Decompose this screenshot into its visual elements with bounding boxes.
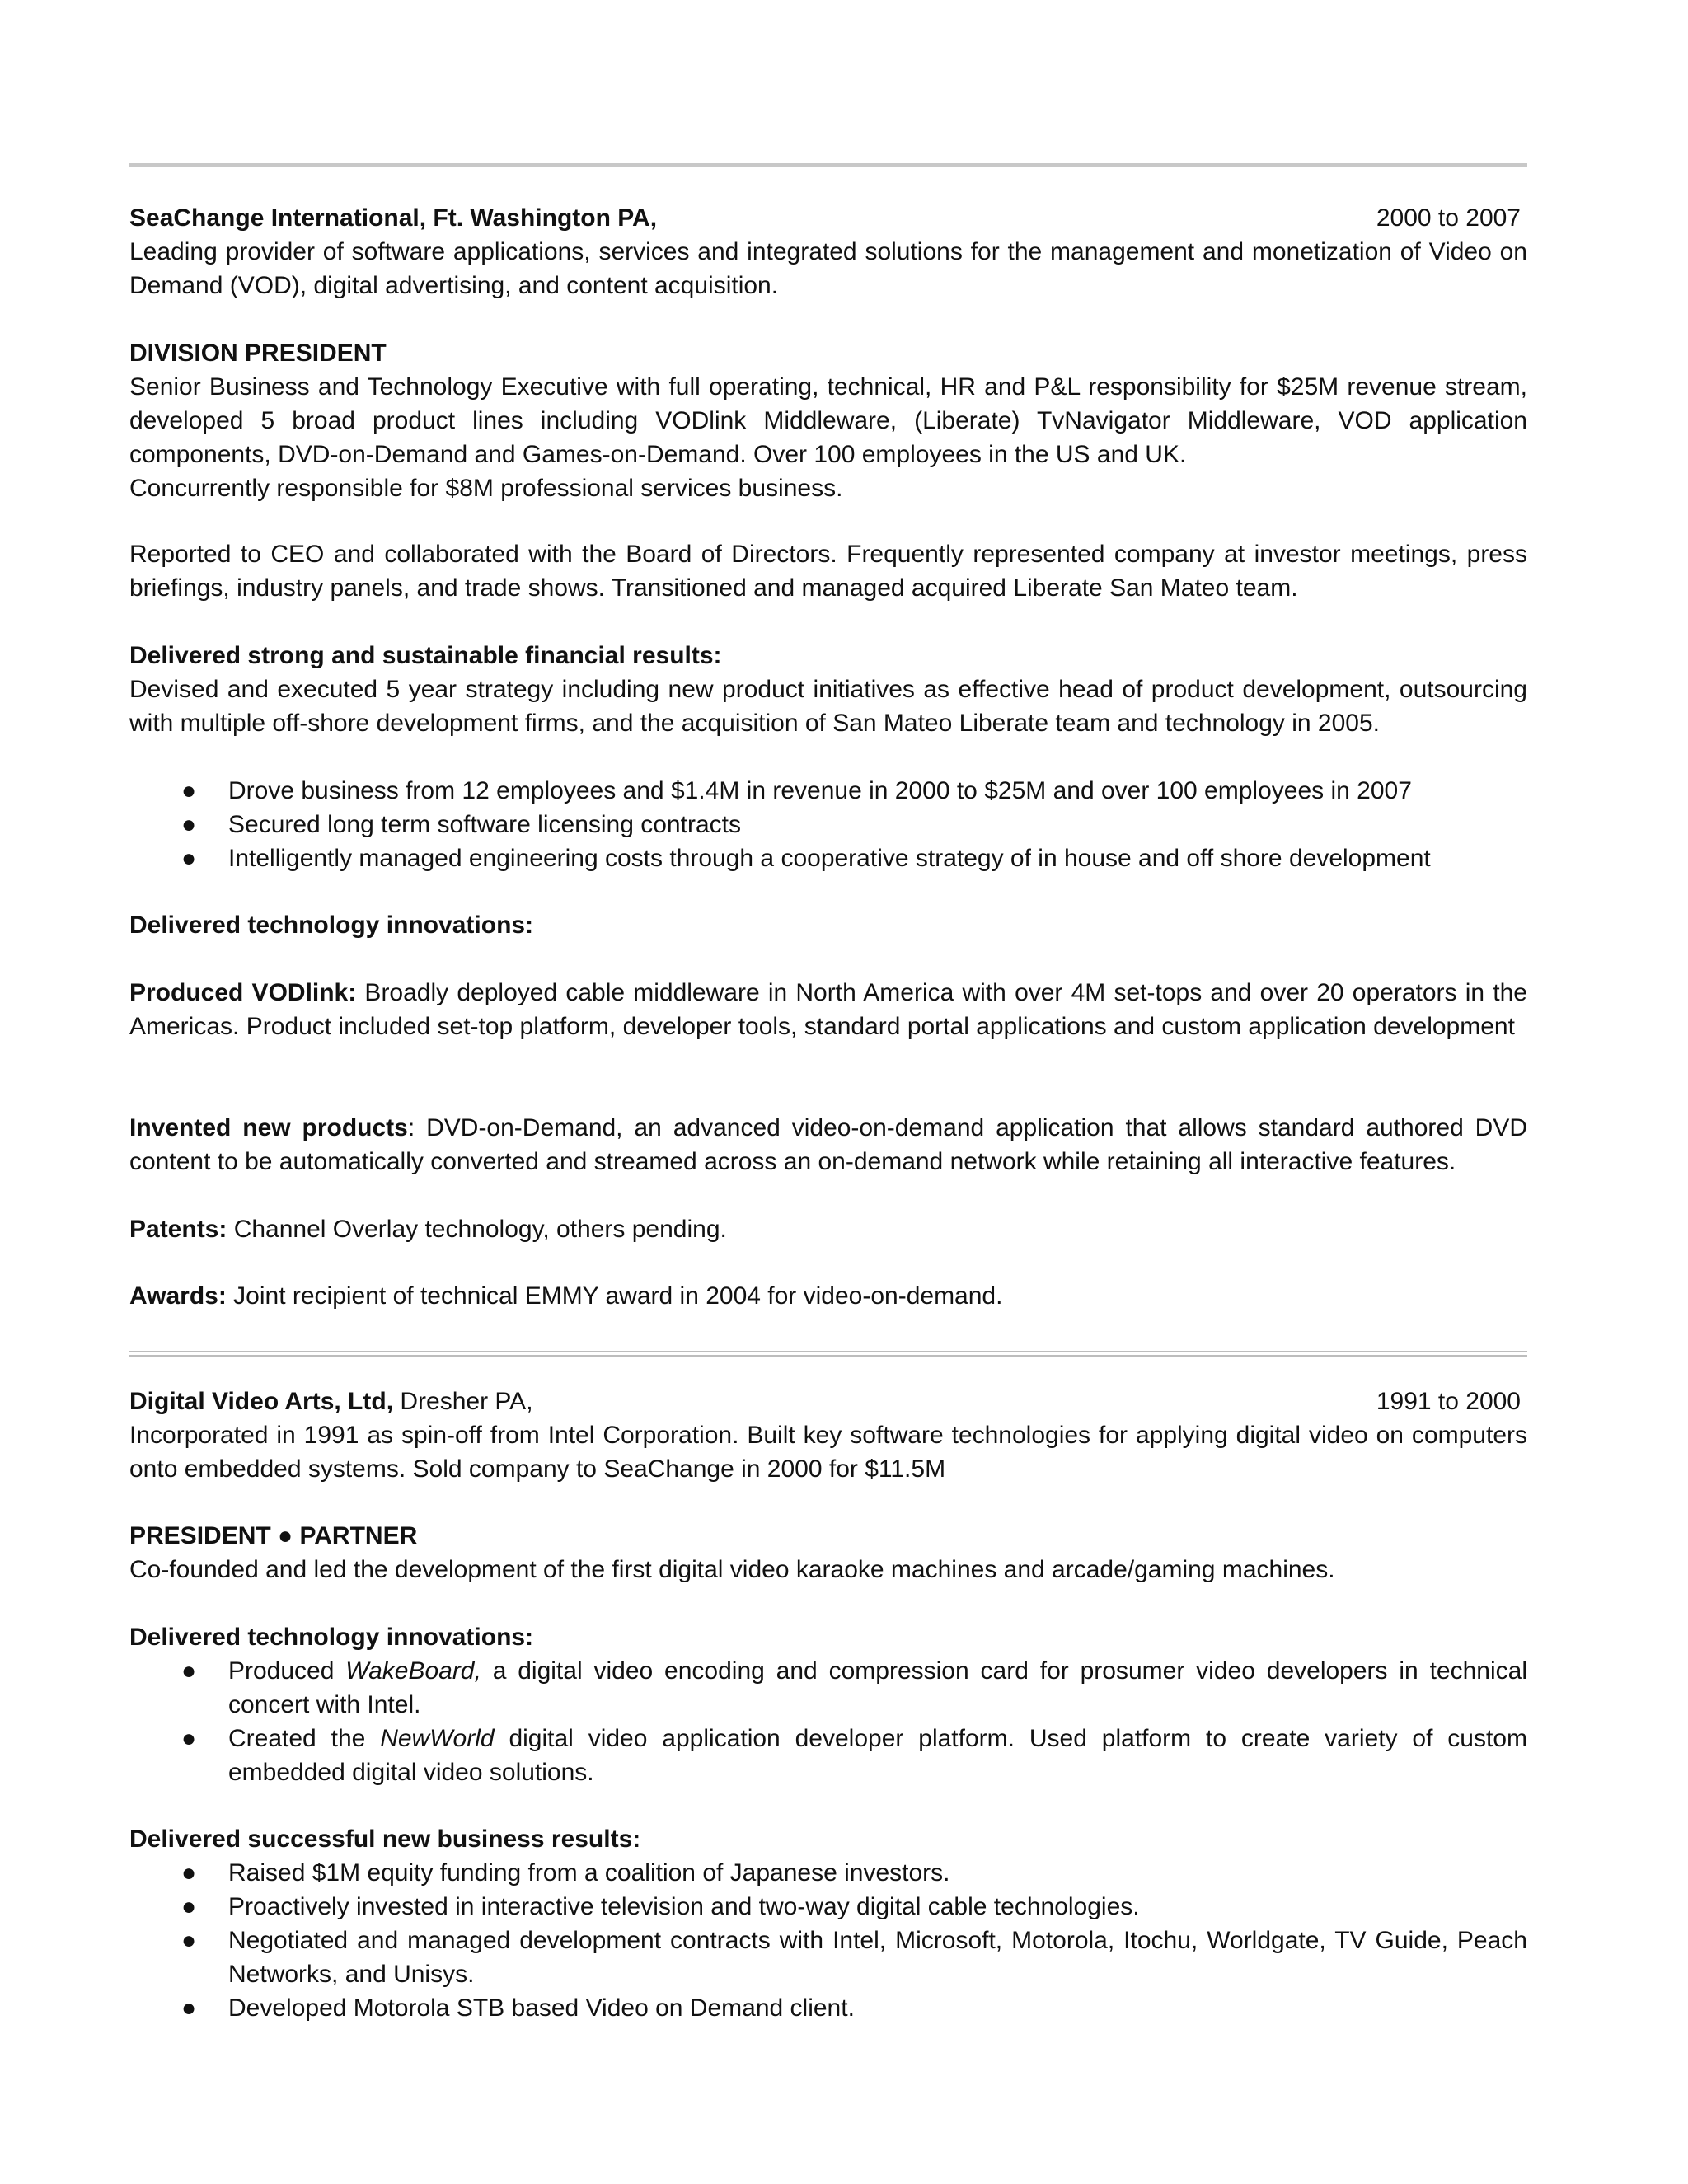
job1-dates: 2000 to 2007	[1376, 204, 1521, 232]
job2-title: PRESIDENT ● PARTNER	[129, 1522, 418, 1549]
bullet-icon: ●	[181, 777, 197, 804]
job1-financial-text: Devised and executed 5 year strategy including new product initiatives as effective head of product development, outsourcing with multiple off-shore development firms, and the acquisition of San Mateo Liberate team and technology in 2005.	[129, 676, 1527, 737]
list-item: ● Created the NewWorld digital video application developer platform. Used platform to create variety of custom embedded digital video solutions.	[129, 1722, 1527, 1789]
list-item: ● Negotiated and managed development contracts with Intel, Microsoft, Motorola, Itochu, Worldgate, TV Guide, Peach Networks, and Unisys.	[129, 1924, 1527, 1991]
job1-financial-heading: Delivered strong and sustainable financial results:	[129, 642, 722, 669]
job1-company: SeaChange International, Ft. Washington PA,	[129, 204, 658, 232]
job1-title: DIVISION PRESIDENT	[129, 340, 387, 367]
bullet-icon: ●	[181, 1927, 197, 1954]
bullet-icon: ●	[181, 845, 197, 872]
job2-summary: Co-founded and led the development of the first digital video karaoke machines and arcade/gaming machines.	[129, 1556, 1335, 1583]
job2-dates: 1991 to 2000	[1376, 1388, 1521, 1415]
list-item: ● Proactively invested in interactive television and two-way digital cable technologies.	[129, 1890, 1527, 1924]
job1-vodlink: Produced VODlink: Broadly deployed cable middleware in North America with over 4M set-tops and over 20 operators in the Americas. Product included set-top platform, developer tools, standard portal applications and custom application development	[129, 979, 1527, 1040]
bullet-icon: ●	[181, 1859, 197, 1886]
bullet-icon: ●	[181, 1994, 197, 2022]
job1-tech-heading: Delivered technology innovations:	[129, 912, 534, 939]
job1-summary2: Concurrently responsible for $8M professional services business.	[129, 475, 843, 502]
job2-description: Incorporated in 1991 as spin-off from Intel Corporation. Built key software technologies for applying digital video on computers onto embedded systems. Sold company to SeaChange in 2000 for $11.5M	[129, 1422, 1527, 1483]
job2-business-list	[129, 1856, 1527, 2025]
job2-tech-list	[129, 1654, 1527, 1789]
job1-awards: Awards: Joint recipient of technical EMMY award in 2004 for video-on-demand.	[129, 1282, 1003, 1310]
list-item: ● Developed Motorola STB based Video on Demand client.	[129, 1991, 1527, 2025]
list-item: ● Intelligently managed engineering costs through a cooperative strategy of in house and off shore development	[129, 841, 1527, 875]
job2-company-line	[129, 1385, 533, 1418]
job1-reporting: Reported to CEO and collaborated with the Board of Directors. Frequently represented company at investor meetings, press briefings, industry panels, and trade shows. Transitioned and managed acquired Liberate San Mateo team.	[129, 541, 1527, 602]
bullet-icon: ●	[181, 1893, 197, 1920]
list-item: ● Secured long term software licensing contracts	[129, 808, 1527, 841]
job2-header	[129, 1385, 1527, 1418]
job1-header	[129, 201, 1527, 235]
bullet-icon: ●	[181, 1657, 197, 1685]
job2-location: Dresher PA,	[393, 1388, 533, 1415]
job1-summary: Senior Business and Technology Executive with full operating, technical, HR and P&L responsibility for $25M revenue stream, developed 5 broad product lines including VODlink Middleware, (Liberate) TvNavigator Middleware, VOD application components, DVD-on-Demand and Games-on-Demand. Over 100 employees in the US and UK.	[129, 373, 1527, 468]
job2-company: Digital Video Arts, Ltd,	[129, 1388, 394, 1415]
bullet-icon: ●	[181, 1725, 197, 1752]
job1-financial-list	[129, 774, 1527, 875]
job1-patents: Patents: Channel Overlay technology, others pending.	[129, 1216, 727, 1243]
job1-description: Leading provider of software applications, services and integrated solutions for the management and monetization of Video on Demand (VOD), digital advertising, and content acquisition.	[129, 238, 1527, 299]
section-divider	[129, 1351, 1527, 1357]
job1-invented: Invented new products: DVD-on-Demand, an advanced video-on-demand application that allows standard authored DVD content to be automatically converted and streamed across an on-demand network while retaining all interactive features.	[129, 1114, 1527, 1175]
list-item: ● Raised $1M equity funding from a coalition of Japanese investors.	[129, 1856, 1527, 1890]
list-item: ● Produced WakeBoard, a digital video encoding and compression card for prosumer video developers in technical concert with Intel.	[129, 1654, 1527, 1722]
job2-tech-heading: Delivered technology innovations:	[129, 1624, 534, 1651]
bullet-icon: ●	[181, 811, 197, 838]
top-divider	[129, 163, 1527, 167]
list-item: ● Drove business from 12 employees and $1.4M in revenue in 2000 to $25M and over 100 employees in 2007	[129, 774, 1527, 808]
job2-business-heading: Delivered successful new business results:	[129, 1825, 641, 1853]
